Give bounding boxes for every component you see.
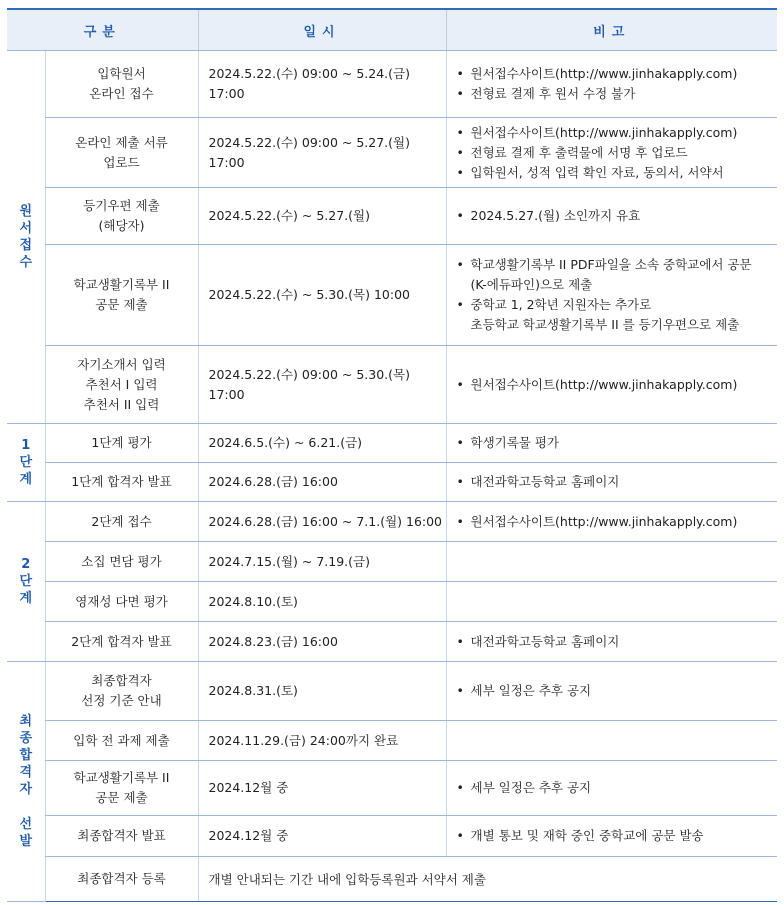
note-cell bbox=[446, 118, 777, 188]
note-cell bbox=[446, 721, 777, 761]
schedule-row bbox=[7, 761, 777, 816]
category-cell: 최종합격자 발표 bbox=[45, 816, 198, 857]
date-cell: 2024.5.22.(수) 09:00 ~ 5.27.(월) 17:00 bbox=[198, 118, 446, 188]
note-list bbox=[453, 512, 778, 532]
note-cell bbox=[446, 188, 777, 245]
header-category: 구분 bbox=[7, 9, 198, 51]
date-cell: 2024.6.5.(수) ~ 6.21.(금) bbox=[198, 424, 446, 463]
date-cell: 2024.6.28.(금) 16:00 bbox=[198, 463, 446, 502]
category-cell: 2단계 합격자 발표 bbox=[45, 622, 198, 662]
schedule-row bbox=[7, 662, 777, 721]
category-cell: 소집 면담 평가 bbox=[45, 542, 198, 582]
category-cell: 입학 전 과제 제출 bbox=[45, 721, 198, 761]
note-item: • 전형료 결제 후 원서 수정 불가 bbox=[453, 84, 778, 104]
note-item: • 원서접수사이트(http://www.jinhakapply.com) bbox=[453, 123, 778, 143]
schedule-row bbox=[7, 582, 777, 622]
schedule-row bbox=[7, 502, 777, 542]
header-date: 일시 bbox=[198, 9, 446, 51]
note-item: • 대전과학고등학교 홈페이지 bbox=[453, 632, 778, 652]
schedule-body bbox=[7, 51, 777, 902]
note-list bbox=[453, 255, 778, 335]
note-item: • 원서접수사이트(http://www.jinhakapply.com) bbox=[453, 512, 778, 532]
note-list bbox=[453, 681, 778, 701]
note-item: • 원서접수사이트(http://www.jinhakapply.com) bbox=[453, 375, 778, 395]
schedule-row bbox=[7, 346, 777, 424]
note-list bbox=[453, 64, 778, 104]
note-list bbox=[453, 472, 778, 492]
schedule-row bbox=[7, 245, 777, 346]
schedule-row bbox=[7, 721, 777, 761]
note-item: • 중학교 1, 2학년 지원자는 추가로 초등학교 학교생활기록부 II 를 등기우편으로 제출 bbox=[453, 295, 778, 335]
note-list bbox=[453, 826, 778, 846]
schedule-row bbox=[7, 463, 777, 502]
date-cell: 2024.5.22.(수) ~ 5.30.(목) 10:00 bbox=[198, 245, 446, 346]
note-cell bbox=[446, 542, 777, 582]
note-cell bbox=[446, 424, 777, 463]
note-cell bbox=[446, 502, 777, 542]
category-cell: 최종합격자 등록 bbox=[45, 857, 198, 902]
note-item: • 대전과학고등학교 홈페이지 bbox=[453, 472, 778, 492]
category-cell: 입학원서 온라인 접수 bbox=[45, 51, 198, 118]
note-list bbox=[453, 632, 778, 652]
date-cell: 2024.7.15.(월) ~ 7.19.(금) bbox=[198, 542, 446, 582]
category-cell: 최종합격자 선정 기준 안내 bbox=[45, 662, 198, 721]
date-cell: 2024.8.23.(금) 16:00 bbox=[198, 622, 446, 662]
category-cell: 학교생활기록부 II 공문 제출 bbox=[45, 761, 198, 816]
date-cell: 2024.12월 중 bbox=[198, 761, 446, 816]
header-note: 비고 bbox=[446, 9, 777, 51]
group-label: 원 서 접 수 bbox=[7, 51, 45, 424]
category-cell: 영재성 다면 평가 bbox=[45, 582, 198, 622]
note-item: • 개별 통보 및 재학 중인 중학교에 공문 발송 bbox=[453, 826, 778, 846]
note-item: • 세부 일정은 추후 공지 bbox=[453, 681, 778, 701]
category-cell: 자기소개서 입력 추천서 I 입력 추천서 II 입력 bbox=[45, 346, 198, 424]
note-cell bbox=[446, 662, 777, 721]
note-item: • 2024.5.27.(월) 소인까지 유효 bbox=[453, 206, 778, 226]
note-list bbox=[453, 206, 778, 226]
group-label: 2 단 계 bbox=[7, 502, 45, 662]
group-label: 1 단 계 bbox=[7, 424, 45, 502]
date-cell: 2024.6.28.(금) 16:00 ~ 7.1.(월) 16:00 bbox=[198, 502, 446, 542]
note-cell bbox=[446, 346, 777, 424]
note-item: • 원서접수사이트(http://www.jinhakapply.com) bbox=[453, 64, 778, 84]
schedule-row bbox=[7, 51, 777, 118]
date-cell: 2024.8.10.(토) bbox=[198, 582, 446, 622]
note-list bbox=[453, 375, 778, 395]
date-cell: 2024.5.22.(수) ~ 5.27.(월) bbox=[198, 188, 446, 245]
schedule-row bbox=[7, 857, 777, 902]
note-cell bbox=[446, 622, 777, 662]
note-list bbox=[453, 433, 778, 453]
note-list bbox=[453, 778, 778, 798]
category-cell: 1단계 합격자 발표 bbox=[45, 463, 198, 502]
note-item: • 입학원서, 성적 입력 확인 자료, 동의서, 서약서 bbox=[453, 163, 778, 183]
date-cell: 2024.5.22.(수) 09:00 ~ 5.30.(목) 17:00 bbox=[198, 346, 446, 424]
note-list bbox=[453, 123, 778, 183]
category-cell: 1단계 평가 bbox=[45, 424, 198, 463]
note-cell bbox=[446, 816, 777, 857]
date-cell: 2024.5.22.(수) 09:00 ~ 5.24.(금) 17:00 bbox=[198, 51, 446, 118]
date-cell: 2024.8.31.(토) bbox=[198, 662, 446, 721]
date-cell: 2024.12월 중 bbox=[198, 816, 446, 857]
note-cell bbox=[446, 463, 777, 502]
note-cell bbox=[446, 245, 777, 346]
note-cell bbox=[446, 51, 777, 118]
note-item: • 학교생활기록부 II PDF파일을 소속 중학교에서 공문 (K-에듀파인)으로 제출 bbox=[453, 255, 778, 295]
merged-cell: 개별 안내되는 기간 내에 입학등록원과 서약서 제출 bbox=[198, 857, 777, 902]
schedule-row bbox=[7, 622, 777, 662]
schedule-row bbox=[7, 424, 777, 463]
note-item: • 전형료 결제 후 출력물에 서명 후 업로드 bbox=[453, 143, 778, 163]
schedule-row bbox=[7, 118, 777, 188]
category-cell: 학교생활기록부 II 공문 제출 bbox=[45, 245, 198, 346]
note-cell bbox=[446, 761, 777, 816]
category-cell: 2단계 접수 bbox=[45, 502, 198, 542]
schedule-row bbox=[7, 188, 777, 245]
note-cell bbox=[446, 582, 777, 622]
category-cell: 등기우편 제출 (해당자) bbox=[45, 188, 198, 245]
category-cell: 온라인 제출 서류 업로드 bbox=[45, 118, 198, 188]
group-label: 최 종 합 격 자 선 발 bbox=[7, 662, 45, 902]
note-item: • 학생기록물 평가 bbox=[453, 433, 778, 453]
schedule-row bbox=[7, 542, 777, 582]
note-item: • 세부 일정은 추후 공지 bbox=[453, 778, 778, 798]
header-row bbox=[7, 9, 777, 51]
schedule-table bbox=[7, 8, 777, 902]
schedule-row bbox=[7, 816, 777, 857]
date-cell: 2024.11.29.(금) 24:00까지 완료 bbox=[198, 721, 446, 761]
